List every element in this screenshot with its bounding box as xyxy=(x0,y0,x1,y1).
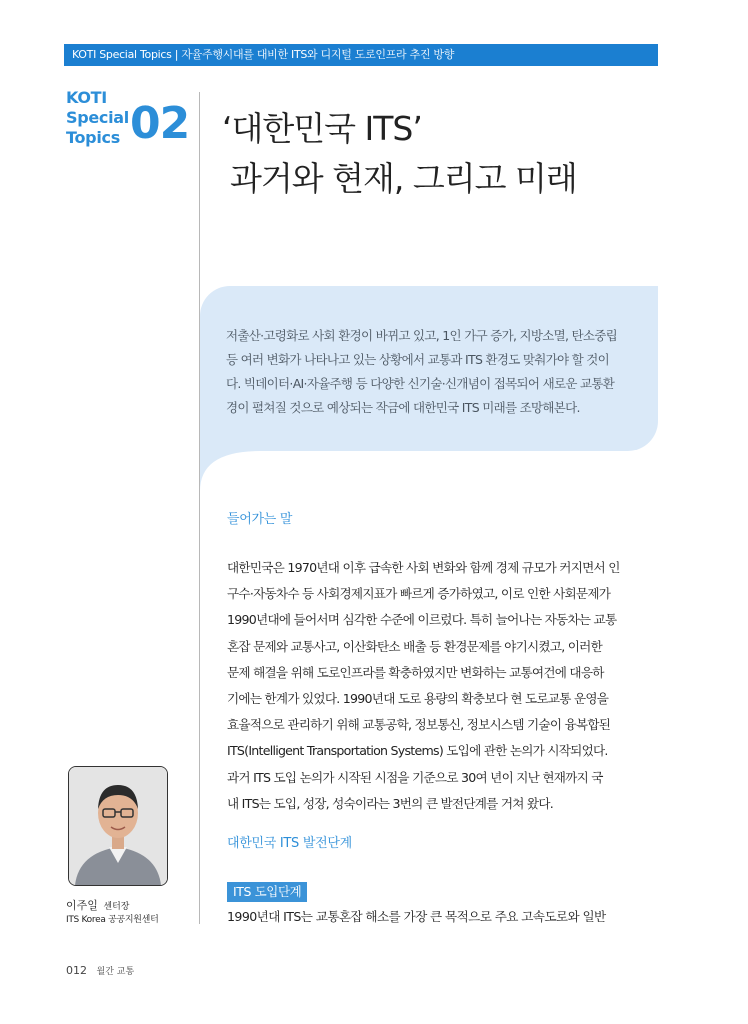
body-line: 기에는 한계가 있었다. 1990년대 도로 용량의 확충보다 현 도로교통 운영을 xyxy=(227,691,609,707)
summary-line: 다. 빅데이터·AI·자율주행 등 다양한 신기술·신개념이 접목되어 새로운 교통환 xyxy=(226,376,615,391)
author-portrait-icon xyxy=(69,767,167,885)
summary-corner-curve xyxy=(200,451,260,491)
section-label xyxy=(66,88,129,148)
title-line2: 과거와 현재, 그리고 미래 xyxy=(230,159,577,198)
body-line: 내 ITS는 도입, 성장, 성숙이라는 3번의 큰 발전단계를 거쳐 왔다. xyxy=(227,795,554,811)
summary-text xyxy=(226,324,656,420)
author-name-text: 이주일 xyxy=(66,899,98,912)
section-label-line2: Special xyxy=(66,108,129,127)
page-number: 012 xyxy=(66,964,87,977)
body-line: 구수·자동차수 등 사회경제지표가 빠르게 증가하였고, 이로 인한 사회문제가 xyxy=(227,586,611,602)
body-line: 효율적으로 관리하기 위해 교통공학, 정보통신, 정보시스템 기술이 융복합된 xyxy=(227,717,611,733)
article-title xyxy=(222,104,652,204)
intro-body xyxy=(227,555,657,817)
running-header: KOTI Special Topics | 자율주행시대를 대비한 ITS와 디지털 도로인프라 추진 방향 xyxy=(64,44,658,66)
body-line: 과거 ITS 도입 논의가 시작된 시점을 기준으로 30여 년이 지난 현재까지 국 xyxy=(227,769,603,785)
stages-heading: 대한민국 ITS 발전단계 xyxy=(227,836,352,851)
vertical-divider xyxy=(199,92,200,924)
summary-line: 경이 펼쳐질 것으로 예상되는 작금에 대한민국 ITS 미래를 조망해본다. xyxy=(226,400,580,415)
subsection-first-line: 1990년대 ITS는 교통혼잡 해소를 가장 큰 목적으로 주요 고속도로와 일반 xyxy=(227,909,606,924)
body-line: 대한민국은 1970년대 이후 급속한 사회 변화와 함께 경제 규모가 커지면서 인 xyxy=(227,560,620,575)
page-footer xyxy=(66,964,134,977)
author-name xyxy=(66,897,129,913)
body-line: 1990년대에 들어서며 심각한 수준에 이르렀다. 특히 늘어나는 자동차는 교통 xyxy=(227,612,617,628)
magazine-name: 월간 교통 xyxy=(96,967,135,977)
body-line: ITS(Intelligent Transportation Systems) 도입에 관한 논의가 시작되었다. xyxy=(227,743,608,759)
subsection-tag: ITS 도입단계 xyxy=(227,882,307,902)
summary-line: 등 여러 변화가 나타나고 있는 상황에서 교통과 ITS 환경도 맞춰가야 할 것이 xyxy=(226,352,610,367)
body-line: 문제 해결을 위해 도로인프라를 확충하였지만 변화하는 교통여건에 대응하 xyxy=(227,664,604,680)
title-line1: ‘대한민국 ITS’ xyxy=(222,109,422,148)
body-line: 혼잡 문제와 교통사고, 이산화탄소 배출 등 환경문제를 야기시켰고, 이러한 xyxy=(227,638,602,654)
section-label-line1: KOTI xyxy=(66,88,107,107)
author-photo xyxy=(68,766,168,886)
intro-heading: 들어가는 말 xyxy=(227,512,293,527)
author-organization: ITS Korea 공공지원센터 xyxy=(66,915,159,925)
summary-line: 저출산·고령화로 사회 환경이 바뀌고 있고, 1인 가구 증가, 지방소멸, 탄소중립 xyxy=(226,328,618,343)
author-role: 센터장 xyxy=(103,902,130,912)
section-number: 02 xyxy=(130,98,190,149)
section-label-line3: Topics xyxy=(66,128,120,147)
